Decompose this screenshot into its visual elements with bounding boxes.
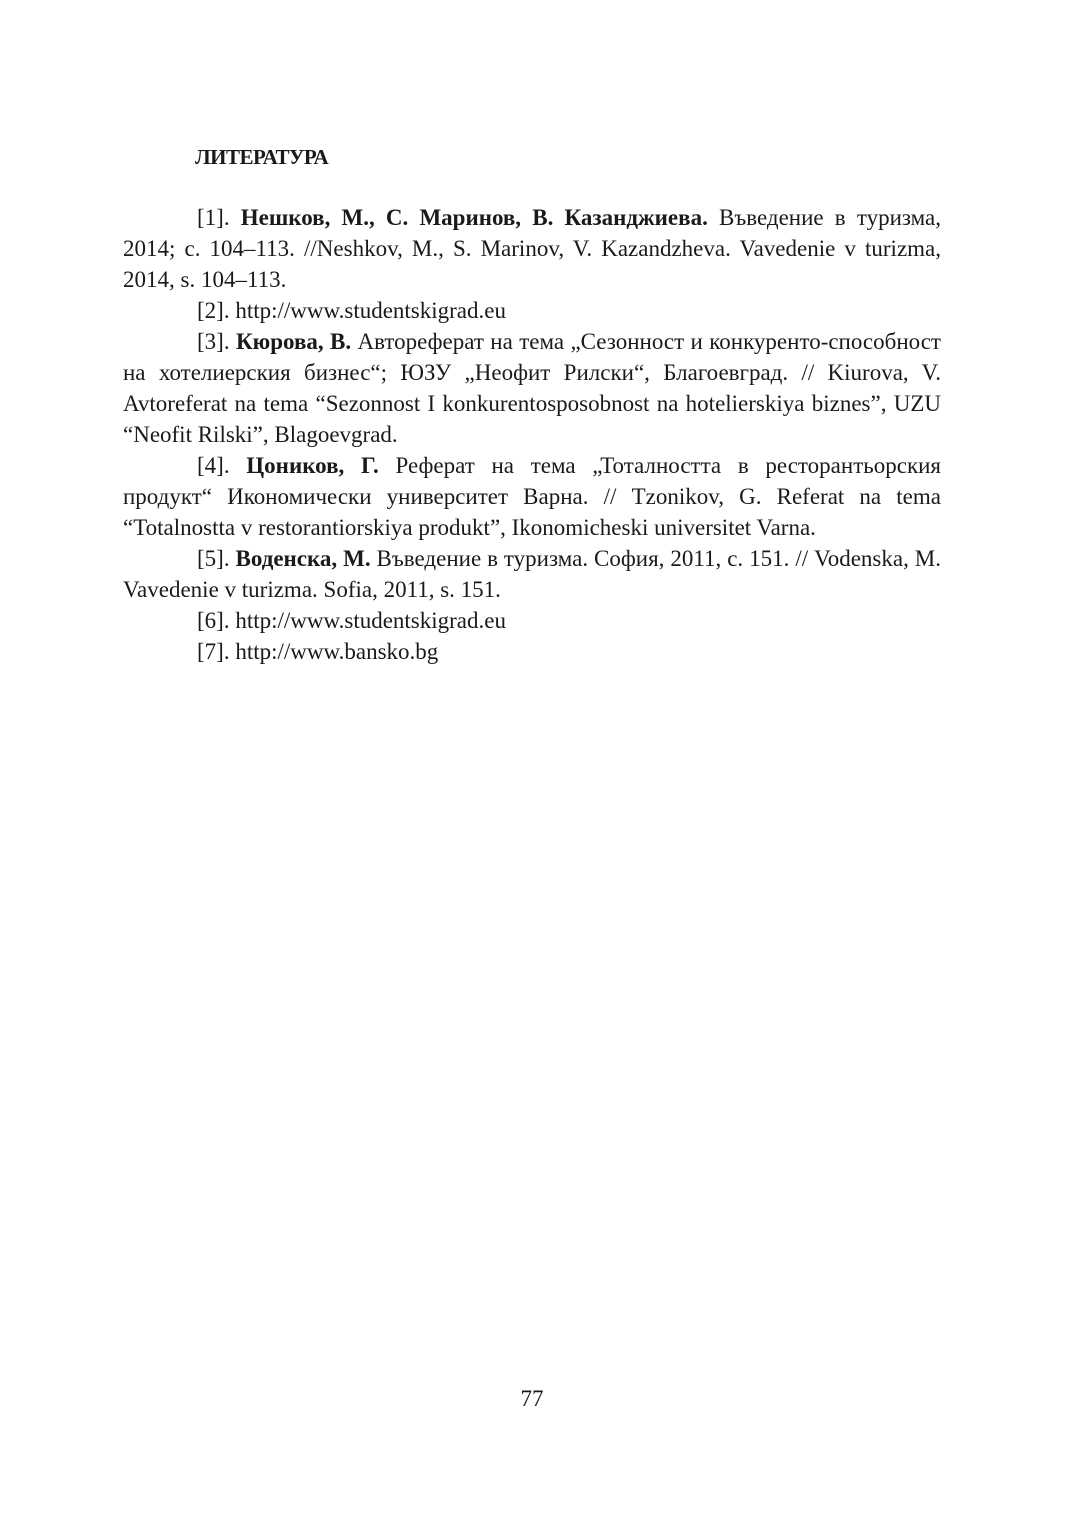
page-number: 77 (520, 1386, 544, 1411)
reference-author: Кюрова, В. (235, 329, 352, 354)
reference-link[interactable]: http://www.studentskigrad.eu (235, 298, 506, 323)
reference-item (123, 605, 941, 636)
reference-author: Воденска, М. (235, 546, 371, 571)
section-heading: ЛИТЕРАТУРА (195, 145, 329, 169)
reference-number: [6]. (197, 608, 236, 633)
reference-text: Реферат на тема „Тоталността в ресторантьорския продукт“ Икономически университет Варна. // Tzonikov, G. Referat na tema “Totalnostta v restorantiorskiya produkt”, Ikonomicheski universitet Varna. (123, 453, 941, 540)
reference-number: [7]. (197, 639, 236, 664)
reference-item (123, 326, 941, 450)
reference-item (123, 202, 941, 295)
reference-item (123, 636, 941, 667)
reference-number: [1]. (197, 205, 241, 230)
reference-item (123, 450, 941, 543)
reference-link[interactable]: http://www.bansko.bg (235, 639, 439, 664)
document-page (123, 0, 941, 1530)
reference-text: Въведение в туризма, 2014; с. 104–113. //Neshkov, M., S. Marinov, V. Kazandzheva. Vavedenie v turizma, 2014, s. 104–113. (123, 205, 942, 292)
reference-number: [4]. (197, 453, 247, 478)
reference-number: [3]. (197, 329, 236, 354)
reference-link[interactable]: http://www.studentskigrad.eu (235, 608, 506, 633)
reference-item (123, 543, 941, 605)
reference-text: Автореферат на тема „Сезонност и конкуренто-способност на хотелиерския бизнес“; ЮЗУ „Неофит Рилски“, Благоевград. // Kiurova, V. Avtoreferat na tema “Sezonnost I konkurentosposobnost na hotelierskiya biznes”, UZU “Neofit Rilski”, Blagoevgrad. (123, 329, 941, 447)
reference-number: [5]. (197, 546, 236, 571)
reference-author: Цоников, Г. (246, 453, 379, 478)
reference-text: Въведение в туризма. София, 2011, с. 151. // Vodenska, M. Vavedenie v turizma. Sofia, 2011, s. 151. (123, 546, 941, 602)
reference-item (123, 295, 941, 326)
reference-number: [2]. (197, 298, 236, 323)
reference-author: Нешков, М., С. Маринов, В. Казанджиева. (240, 205, 708, 230)
reference-list (123, 202, 941, 667)
